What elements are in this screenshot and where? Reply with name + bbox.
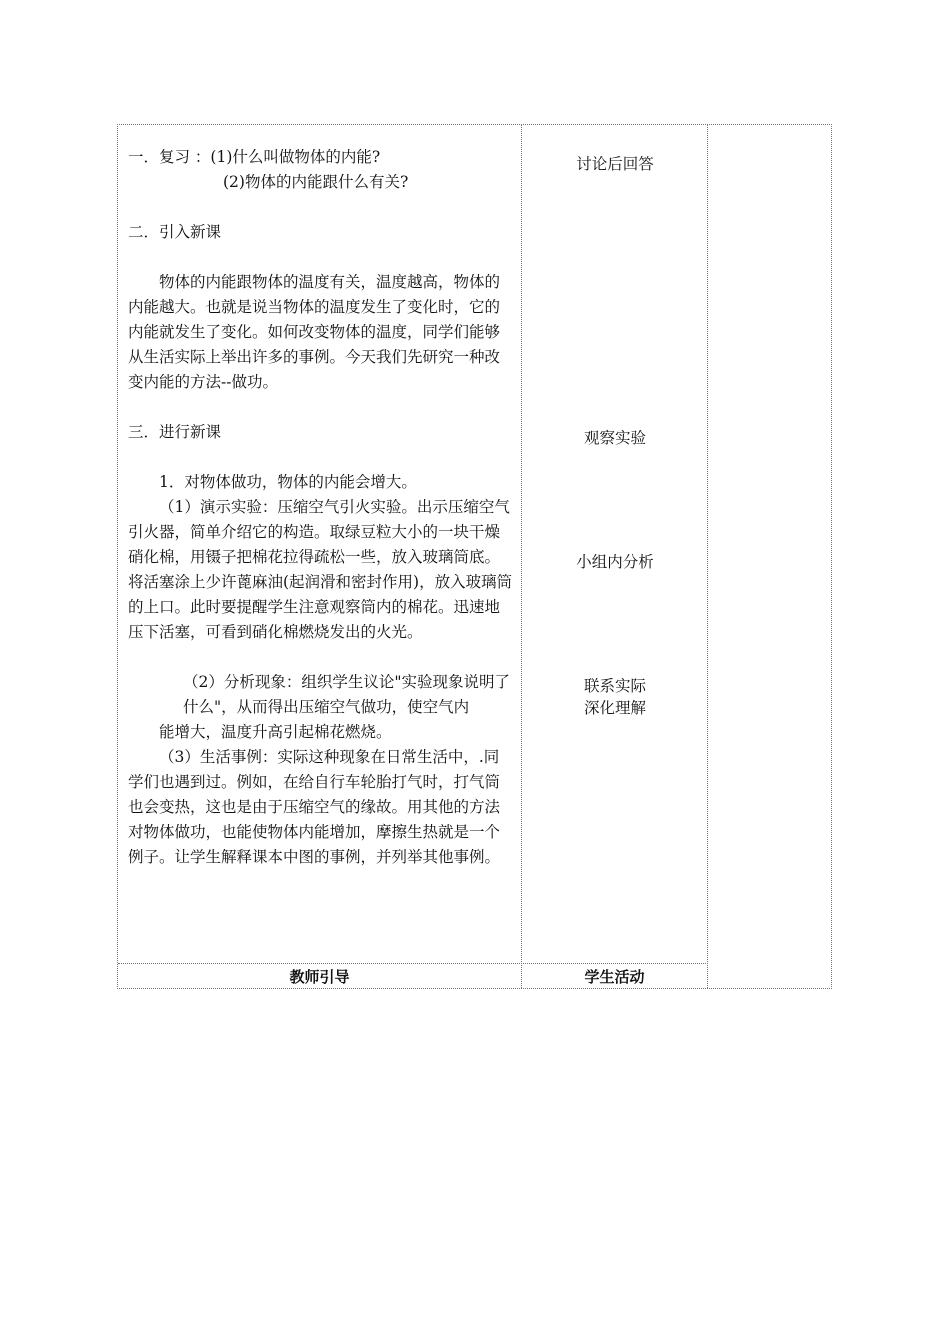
footer-teacher-guidance: 教师引导: [289, 968, 350, 986]
lesson-table: [117, 124, 832, 989]
life-examples: （3）生活事例：实际这种现象在日常生活中，.同学们也遇到过。例如，在给自行车轮胎打气时，打气筒也会变热，这也是由于压缩空气的缘故。用其他的方法对物体做功，也能使物体内能增加，摩擦生热就是一个例子。让学生解释课本中图的事例，并列举其他事例。: [128, 748, 501, 866]
student-activity-discuss: 讨论后回答: [576, 155, 654, 173]
connect-line-2: 深化理解: [583, 699, 646, 717]
student-activity-observe: 观察实验: [583, 429, 646, 447]
analysis-conclusion: 能增大，温度升高引起棉花燃烧。: [159, 723, 392, 741]
student-activity-analyze: 小组内分析: [576, 553, 654, 571]
teacher-guidance-content: [128, 145, 514, 870]
footer-student-activity: 学生活动: [584, 968, 645, 986]
intro-heading: 二．引入新课: [128, 223, 222, 241]
intro-paragraph: 物体的内能跟物体的温度有关，温度越高，物体的内能越大。也就是说当物体的温度发生了变化时，它的内能就发生了变化。如何改变物体的温度，同学们能够从生活实际上举出许多的事例。今天我们先研究一种改变内能的方法--做功。: [128, 273, 501, 391]
new-lesson-heading: 三．进行新课: [128, 423, 222, 441]
review-heading: 一．复习 ：(1)什么叫做物体的内能?: [128, 148, 381, 166]
point-1: 1．对物体做功，物体的内能会增大。: [159, 473, 417, 491]
connect-line-1: 联系实际: [583, 677, 646, 695]
analysis: （2）分析现象：组织学生议论"实验现象说明了什么"，从而得出压缩空气做功，使空气内: [183, 673, 510, 716]
student-activity-connect: [522, 675, 708, 719]
review-question-2: (2)物体的内能跟什么有关?: [223, 173, 409, 191]
demo-experiment: （1）演示实验：压缩空气引火实验。出示压缩空气引火器，简单介绍它的构造。取绿豆粒大小的一块干燥硝化棉，用镊子把棉花拉得疏松一些，放入玻璃筒底。将活塞涂上少许蓖麻油(起润滑和密封作用)，放入玻璃筒的上口。此时要提醒学生注意观察筒内的棉花。迅速地压下活塞，可看到硝化棉燃烧发出的火光。: [128, 498, 513, 641]
